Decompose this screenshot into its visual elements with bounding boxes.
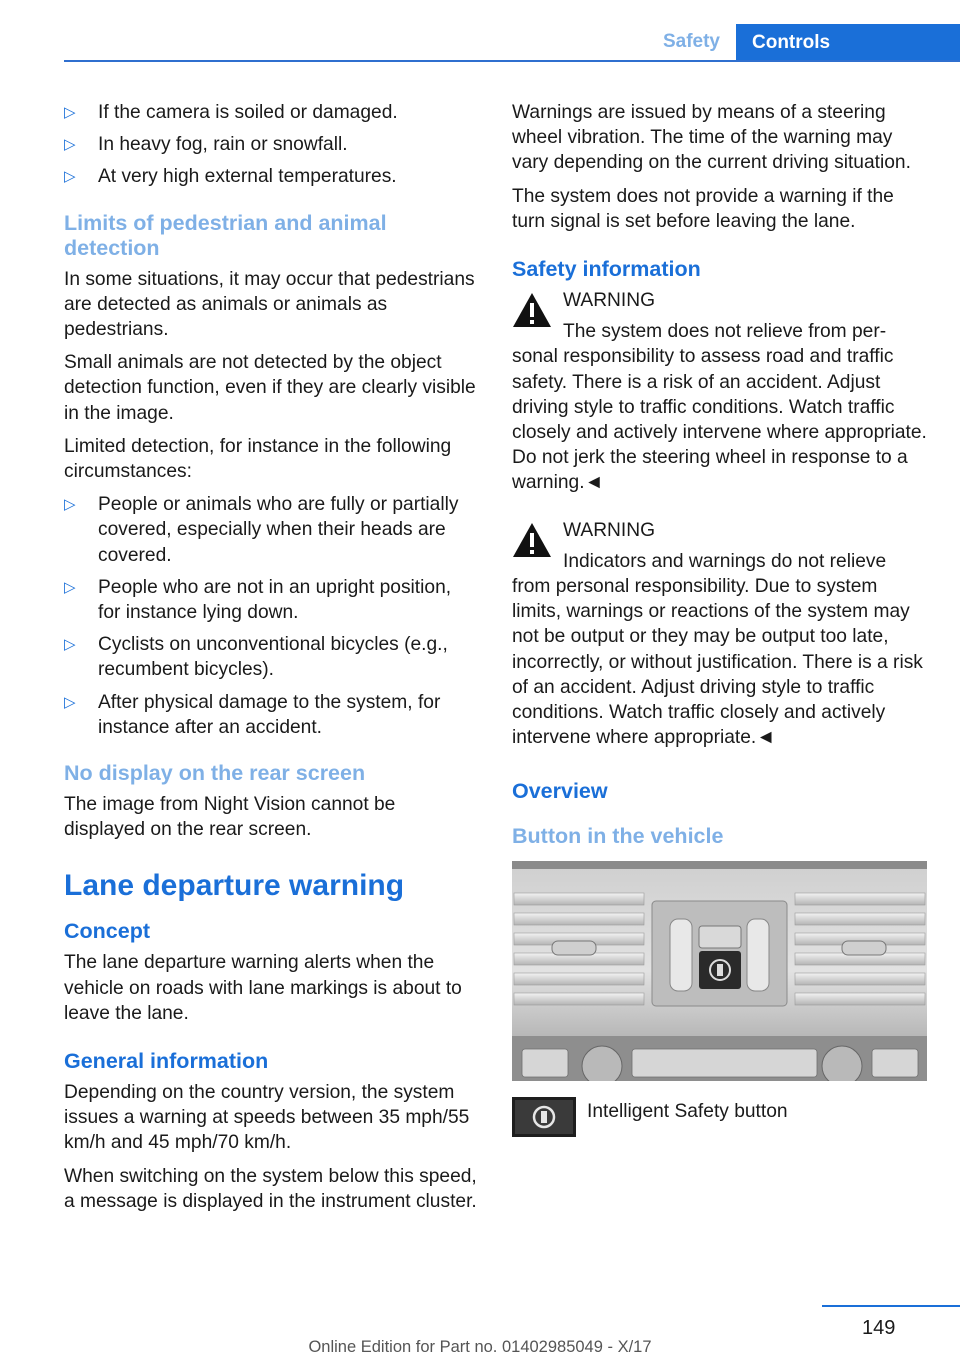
footer-rule [822,1305,960,1307]
warning-triangle-icon [512,292,552,328]
footer-edition: Online Edition for Part no. 01402985049 - X/17 [308,1338,652,1356]
warning-block-2 [512,518,927,751]
triangle-bullet-icon: ▷ [64,104,76,121]
warning-block-1 [512,288,927,496]
warning-text-first-line: Indicators and warnings do not relieve [563,550,887,572]
button-in-vehicle-heading: Button in the vehicle [512,824,724,849]
intelligent-safety-button-icon [512,1097,576,1137]
warning-title: WARNING [563,519,656,541]
bullet-list-top [64,100,478,190]
page-number: 149 [862,1317,896,1339]
warning-title: WARNING [563,290,656,312]
general-info-paragraph-2: When switching on the system below this speed, a message is displayed in the instrument cluster. [64,1165,477,1212]
rear-screen-paragraph: The image from Night Vision cannot be displayed on the rear screen. [64,794,396,841]
list-item: ▷ At very high external temperatures. [64,164,478,189]
concept-paragraph: The lane departure warning alerts when the vehicle on roads with lane markings is about to leave the lane. [64,952,462,1024]
triangle-bullet-icon: ▷ [64,693,76,711]
header-chapter-controls: Controls [736,24,960,62]
warning-triangle-icon [512,522,552,558]
vibration-paragraph: Warnings are issued by means of a steering wheel vibration. The time of the warning may vary depending on the current driving situation. [512,102,911,174]
triangle-bullet-icon: ▷ [64,136,76,154]
general-info-paragraph-1: Depending on the country version, the system issues a warning at speeds between 35 mph/55 km/h and 45 mph/70 km/h. [64,1082,470,1154]
left-column [64,100,478,1222]
right-column [512,100,927,1145]
warning-text-first-line: The system does not relieve from per- [563,321,887,343]
turn-signal-paragraph: The system does not provide a warning if the turn signal is set before leaving the lane. [512,185,894,232]
limits-paragraph-1: In some situations, it may occur that pedestrians are detected as animals or animals as pedestrians. [64,268,475,341]
concept-heading: Concept [64,919,150,944]
intelligent-safety-button-label: Intelligent Safety button [587,1101,788,1123]
limits-heading: Limits of pedestrian and animal detection [64,210,387,260]
safety-info-heading: Safety information [512,257,701,282]
lane-departure-heading: Lane departure warning [64,869,405,903]
list-item: ▷ In heavy fog, rain or snowfall. [64,132,478,157]
header-rule [64,60,960,62]
list-item: ▷ People or animals who are fully or partially covered, especially when their heads are covered. [64,494,459,566]
list-item: ▷ If the camera is soiled or damaged. [64,100,478,125]
header-section-safety: Safety [662,31,720,52]
bullet-list-limits [64,492,478,740]
warning-text: sonal responsibility to assess road and traffic safety. There is a risk of an accident. Adjust driving style to traffic conditions. Watch traffic closely and actively intervene where appropriate. Do not jerk the steering wheel in response to a warning.◄ [512,346,927,494]
dashboard-button-photo [512,861,927,1081]
overview-heading: Overview [512,779,608,804]
rear-screen-heading: No display on the rear screen [64,761,366,786]
list-item: ▷ People who are not in an upright position, for instance lying down. [64,576,452,624]
warning-text: from personal responsibility. Due to system limits, warnings or reactions of the system may not be output or they may be output too late, incorrectly, or without justification. There is a risk of an accident. Adjust driving style to traffic conditions. Watch traffic closely and actively intervene where appropriate.◄ [512,576,923,749]
list-item: ▷ After physical damage to the system, for instance after an accident. [64,691,441,738]
list-item: ▷ Cyclists on unconventional bicycles (e.g., recumbent bicycles). [64,634,448,681]
general-info-heading: General information [64,1049,269,1074]
triangle-bullet-icon: ▷ [64,496,76,514]
limits-paragraph-3: Limited detection, for instance in the following circumstances: [64,435,452,483]
triangle-bullet-icon: ▷ [64,636,76,654]
triangle-bullet-icon: ▷ [64,578,76,596]
limits-paragraph-2: Small animals are not detected by the object detection function, even if they are clearly visible in the image. [64,352,476,424]
intelligent-safety-row [512,1101,927,1145]
triangle-bullet-icon: ▷ [64,168,76,186]
